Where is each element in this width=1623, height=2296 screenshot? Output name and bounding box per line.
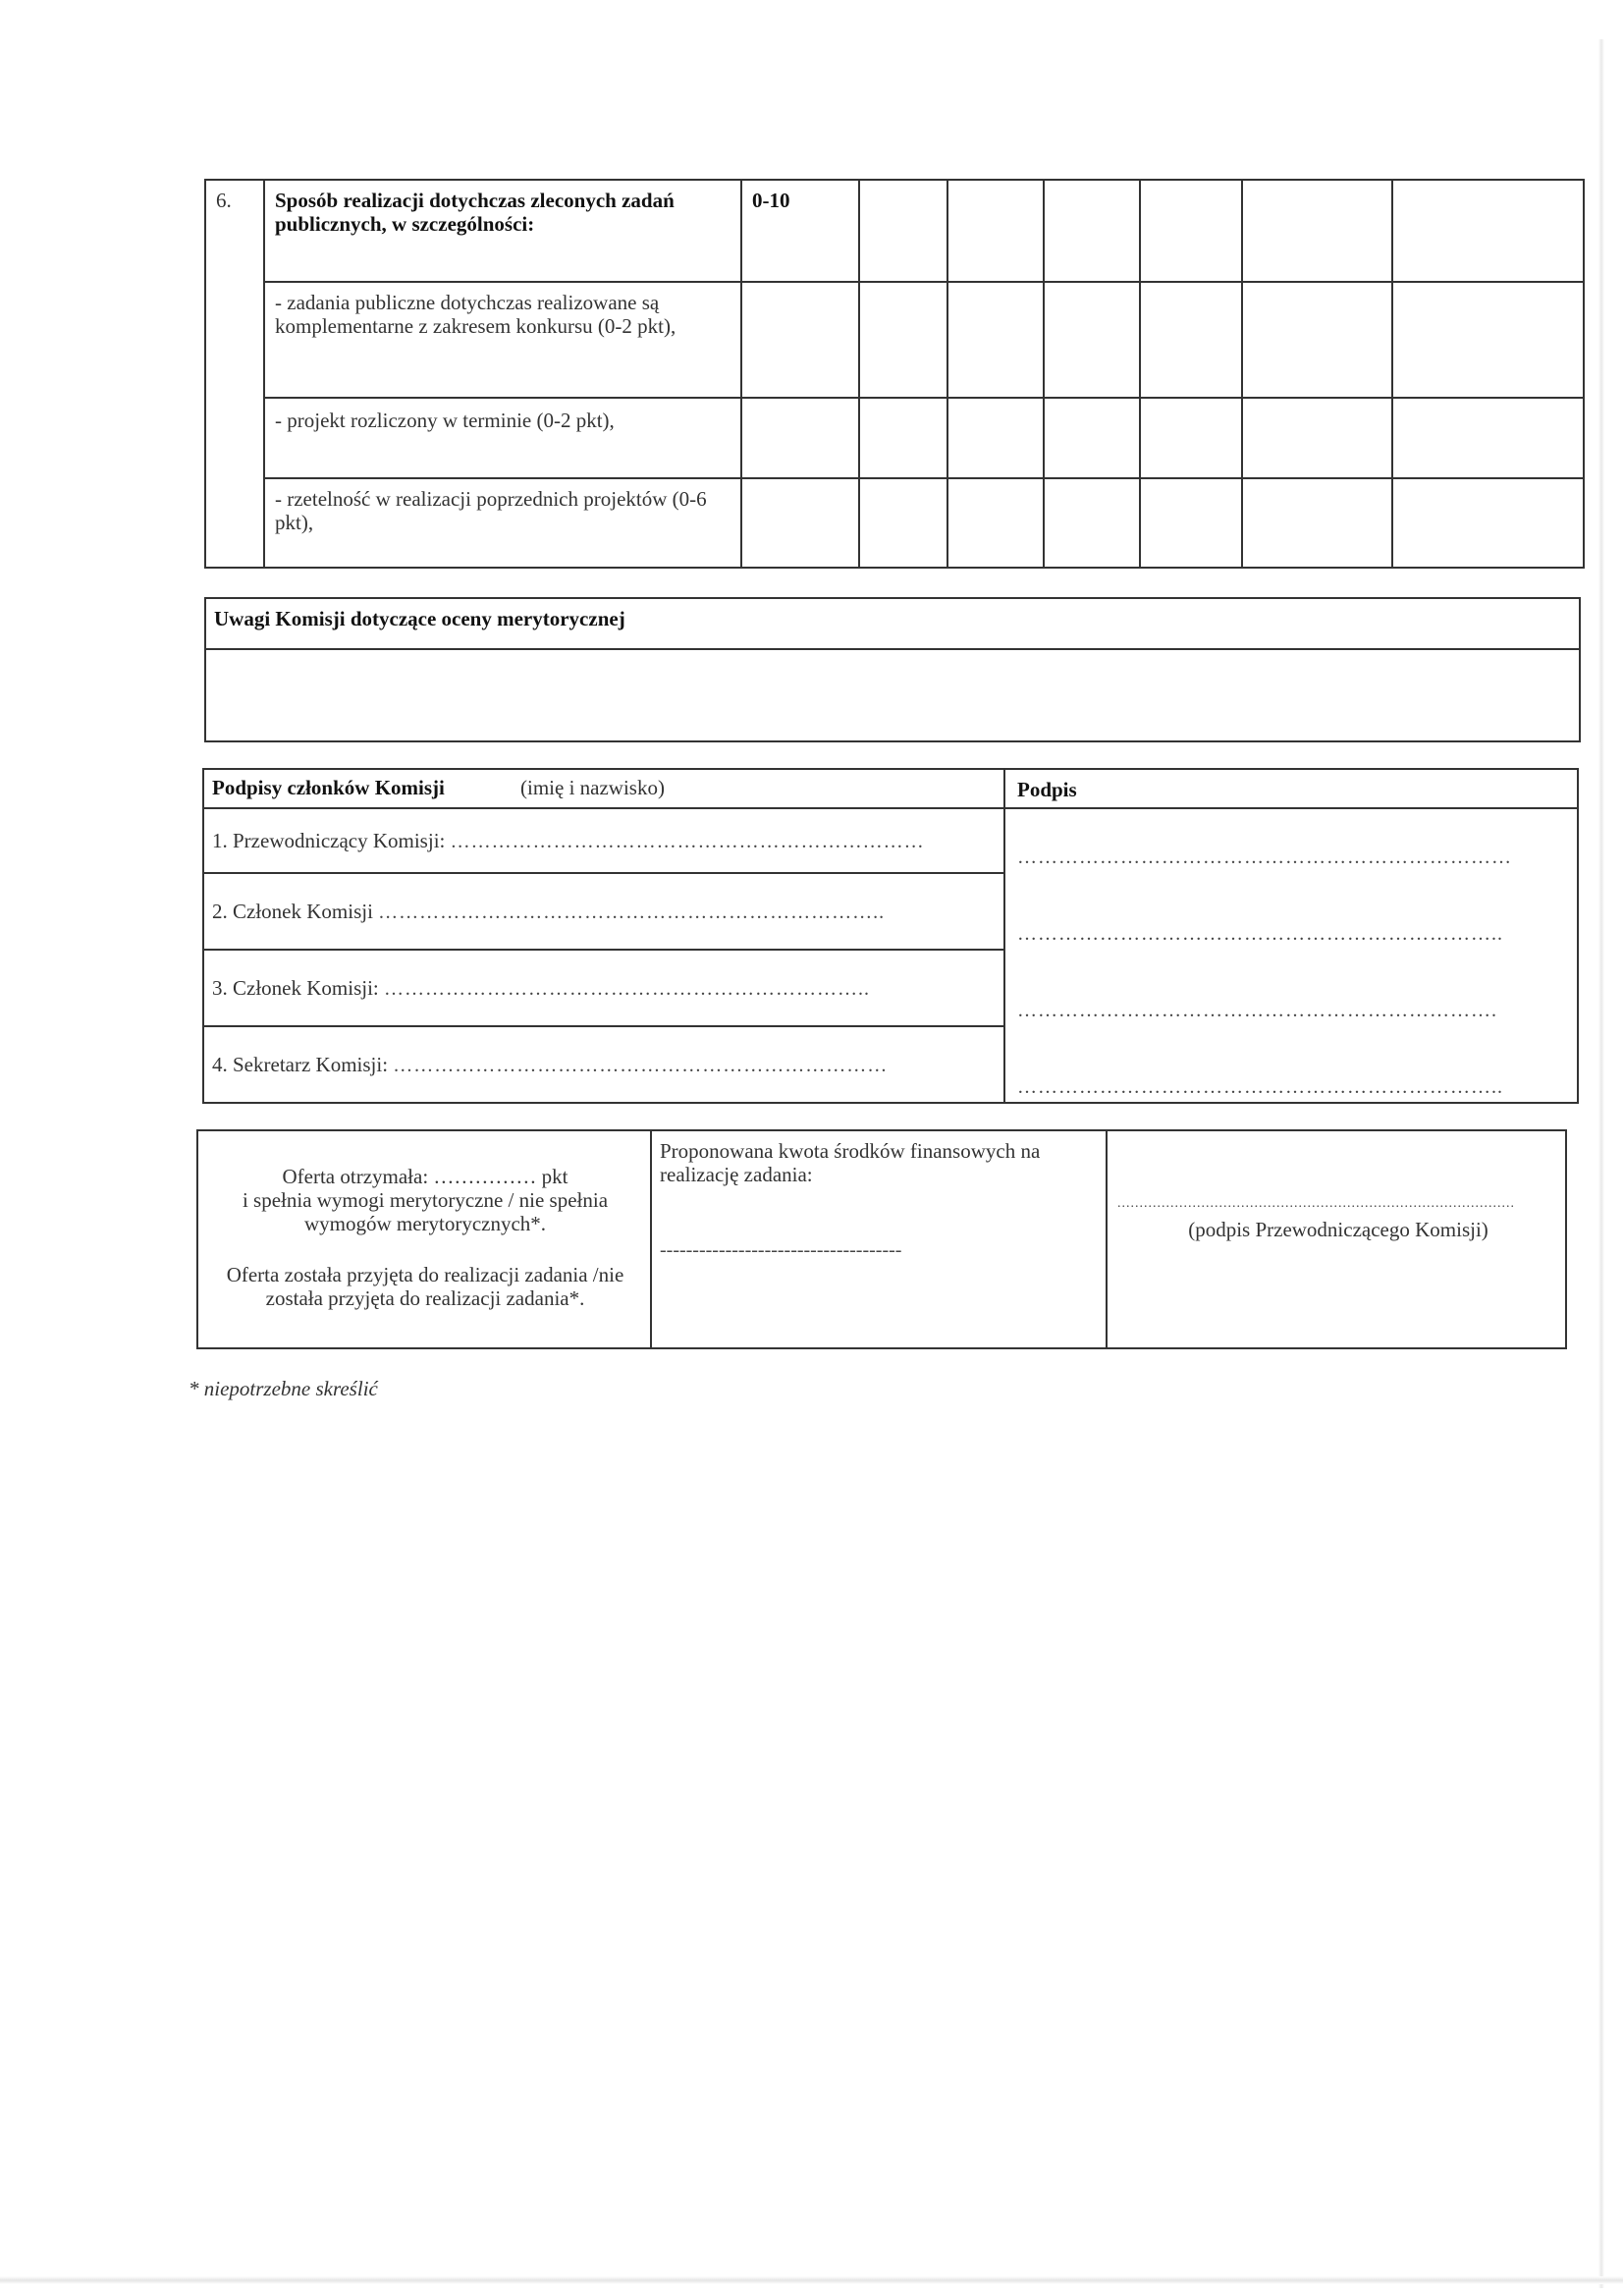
member-label: 1. Przewodniczący Komisji:	[212, 829, 446, 852]
signature-column-heading: Podpis	[1017, 778, 1077, 801]
name-line[interactable]: ……………………………………………………………	[450, 831, 925, 852]
offer-points	[206, 1165, 644, 1188]
criterion-range: 0-10	[752, 189, 790, 212]
criterion-item-settled-on-time: - projekt rozliczony w terminie (0-2 pkt),	[275, 409, 615, 432]
proposed-amount-field[interactable]: -------------------------------------	[660, 1239, 902, 1261]
footnote: * niepotrzebne skreślić	[189, 1377, 378, 1400]
signature-line[interactable]: ………………………………………………………………	[1017, 847, 1512, 868]
chair-signature-caption: (podpis Przewodniczącego Komisji)	[1188, 1218, 1488, 1241]
criterion-title: Sposób realizacji dotychczas zleconych zadań publicznych, w szczególności:	[275, 189, 675, 236]
member-row-member-2	[212, 900, 998, 924]
name-line[interactable]: ……………………………………………………………..	[384, 978, 870, 1000]
acceptance-statement: Oferta została przyjęta do realizacji zadania /nie została przyjęta do realizacji zadania*.	[226, 1263, 624, 1310]
requirements-statement: i spełnia wymogi merytoryczne / nie spełnia wymogów merytorycznych*.	[242, 1188, 609, 1235]
offer-received-text: Oferta otrzymała: …………… pkt	[282, 1165, 568, 1188]
remarks-field[interactable]	[208, 652, 1577, 738]
member-label: 2. Członek Komisji	[212, 900, 373, 923]
proposed-amount-label: Proponowana kwota środków finansowych na realizację zadania:	[660, 1139, 1041, 1186]
name-line[interactable]: ………………………………………………………………..	[378, 902, 886, 923]
member-label: 3. Członek Komisji:	[212, 976, 379, 1000]
remarks-heading: Uwagi Komisji dotyczące oceny merytorycznej	[214, 607, 625, 630]
criterion-item-complementary: - zadania publiczne dotychczas realizowane są komplementarne z zakresem konkursu (0-2 pkt),	[275, 291, 676, 338]
member-row-member-3	[212, 976, 998, 1001]
scan-edge-shadow	[1598, 39, 1604, 2288]
signature-line[interactable]: ……………………………………………………………..	[1017, 923, 1503, 945]
criterion-item-reliability: - rzetelność w realizacji poprzednich projektów (0-6 pkt),	[275, 487, 707, 534]
signature-line[interactable]: …………………………………………………………….	[1017, 1000, 1497, 1021]
signatures-heading-note: (imię i nazwisko)	[520, 776, 665, 799]
signature-line[interactable]: ……………………………………………………………..	[1017, 1076, 1503, 1098]
signatures-heading: Podpisy członków Komisji	[212, 776, 445, 799]
member-label: 4. Sekretarz Komisji:	[212, 1053, 389, 1076]
member-row-secretary	[212, 1053, 998, 1077]
member-row-chair	[212, 829, 998, 853]
name-line[interactable]: ………………………………………………………………	[393, 1055, 889, 1076]
criterion-number: 6.	[216, 189, 232, 212]
chair-signature-line[interactable]: ..........................................................................................	[1117, 1196, 1515, 1211]
scan-edge-shadow	[0, 2276, 1623, 2284]
